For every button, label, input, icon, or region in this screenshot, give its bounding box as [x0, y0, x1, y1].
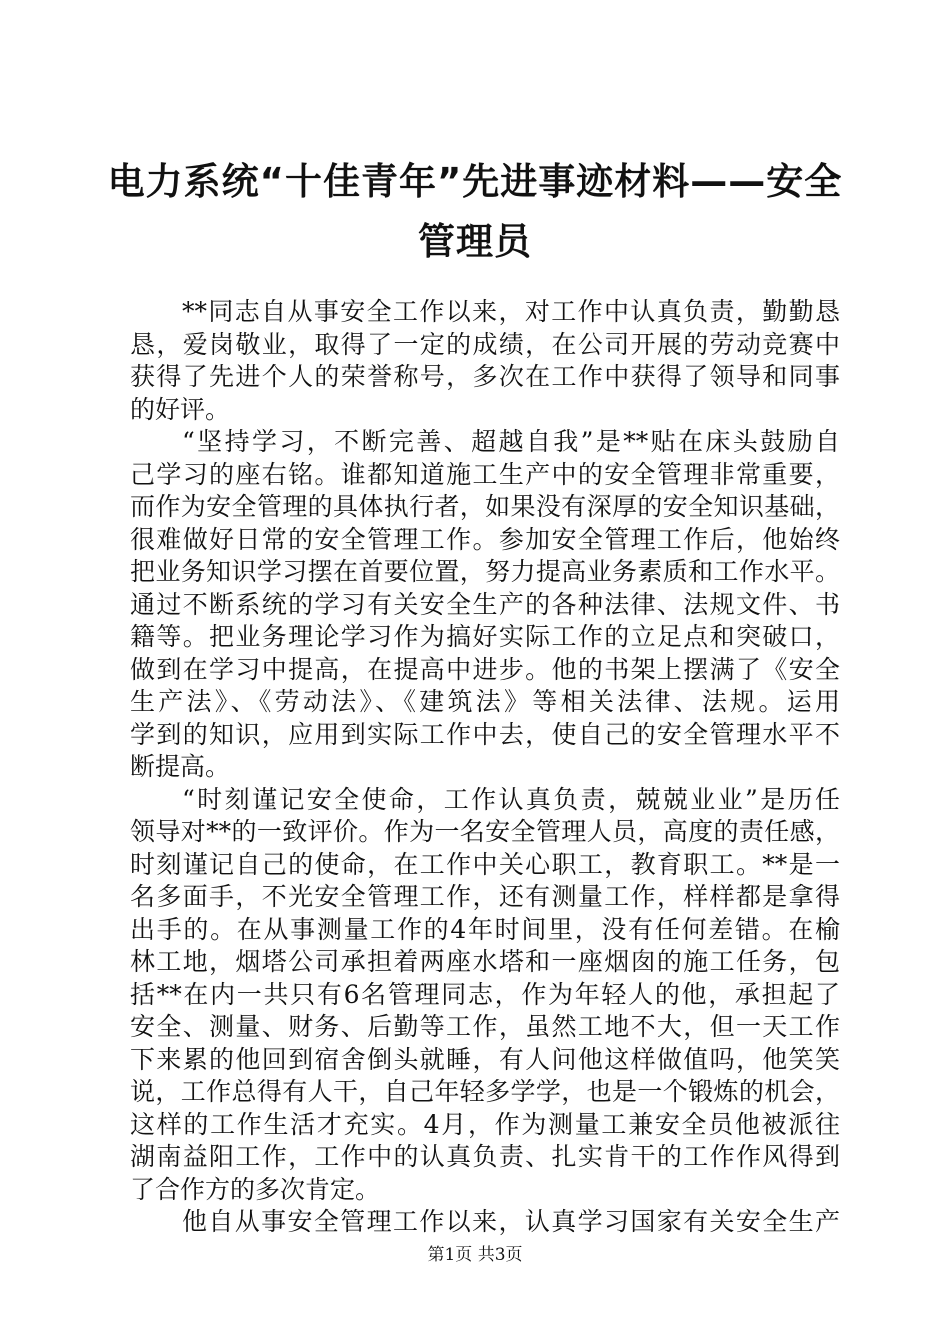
body-line: 出手的。在从事测量工作的4年时间里，没有任何差错。在榆 [130, 914, 840, 944]
body-line: 括**在内一共只有6名管理同志，作为年轻人的他，承担起了 [130, 979, 840, 1009]
body-line: 学到的知识，应用到实际工作中去，使自己的安全管理水平不 [130, 719, 840, 749]
body-line: 了合作方的多次肯定。 [130, 1174, 381, 1204]
document-title-line-2: 管理员 [418, 220, 532, 263]
body-line: 断提高。 [130, 752, 231, 781]
body-line: 籍等。把业务理论学习作为搞好实际工作的立足点和突破口， [130, 622, 840, 651]
body-line: “坚持学习，不断完善、超越自我”是**贴在床头鼓励自 [182, 427, 840, 456]
document-title-line-1: 电力系统“十佳青年”先进事迹材料——安全 [107, 160, 843, 203]
body-line: 名多面手，不光安全管理工作，还有测量工作，样样都是拿得 [130, 882, 840, 911]
page-number-footer: 第1页 共3页 [427, 1245, 523, 1265]
body-line: 说，工作总得有人干，自己年轻多学学，也是一个锻炼的机会， [130, 1077, 840, 1106]
body-line: 生产法》、《劳动法》、《建筑法》等相关法律、法规。运用 [130, 687, 840, 716]
body-line: 下来累的他回到宿舍倒头就睡，有人问他这样做值吗，他笑笑 [130, 1044, 840, 1074]
body-line: 林工地，烟塔公司承担着两座水塔和一座烟囱的施工任务，包 [130, 947, 840, 976]
body-line: 己学习的座右铭。谁都知道施工生产中的安全管理非常重要， [130, 459, 840, 489]
body-line: 做到在学习中提高，在提高中进步。他的书架上摆满了《安全 [130, 654, 840, 684]
body-line: 湖南益阳工作，工作中的认真负责、扎实肯干的工作作风得到 [130, 1142, 840, 1171]
body-line: **同志自从事安全工作以来，对工作中认真负责，勤勤恳 [182, 297, 840, 326]
body-line: 领导对**的一致评价。作为一名安全管理人员，高度的责任感， [130, 817, 840, 846]
body-line: 时刻谨记自己的使命，在工作中关心职工，教育职工。**是一 [130, 849, 840, 879]
body-line: 把业务知识学习摆在首要位置，努力提高业务素质和工作水平。 [130, 557, 840, 586]
body-line: 恳，爱岗敬业，取得了一定的成绩，在公司开展的劳动竞赛中 [130, 329, 840, 359]
body-line: 这样的工作生活才充实。4月，作为测量工兼安全员他被派往 [130, 1109, 840, 1139]
body-line: “时刻谨记安全使命，工作认真负责，兢兢业业”是历任 [182, 784, 840, 814]
body-line: 的好评。 [130, 394, 231, 424]
body-line: 安全、测量、财务、后勤等工作，虽然工地不大，但一天工作 [130, 1012, 840, 1041]
body-line: 通过不断系统的学习有关安全生产的各种法律、法规文件、书 [130, 589, 840, 619]
document-body [130, 296, 840, 1239]
body-line: 而作为安全管理的具体执行者，如果没有深厚的安全知识基础， [130, 492, 840, 521]
body-line: 获得了先进个人的荣誉称号，多次在工作中获得了领导和同事 [130, 362, 840, 391]
body-line: 很难做好日常的安全管理工作。参加安全管理工作后，他始终 [130, 524, 840, 554]
body-line: 他自从事安全管理工作以来，认真学习国家有关安全生产 [182, 1207, 840, 1236]
